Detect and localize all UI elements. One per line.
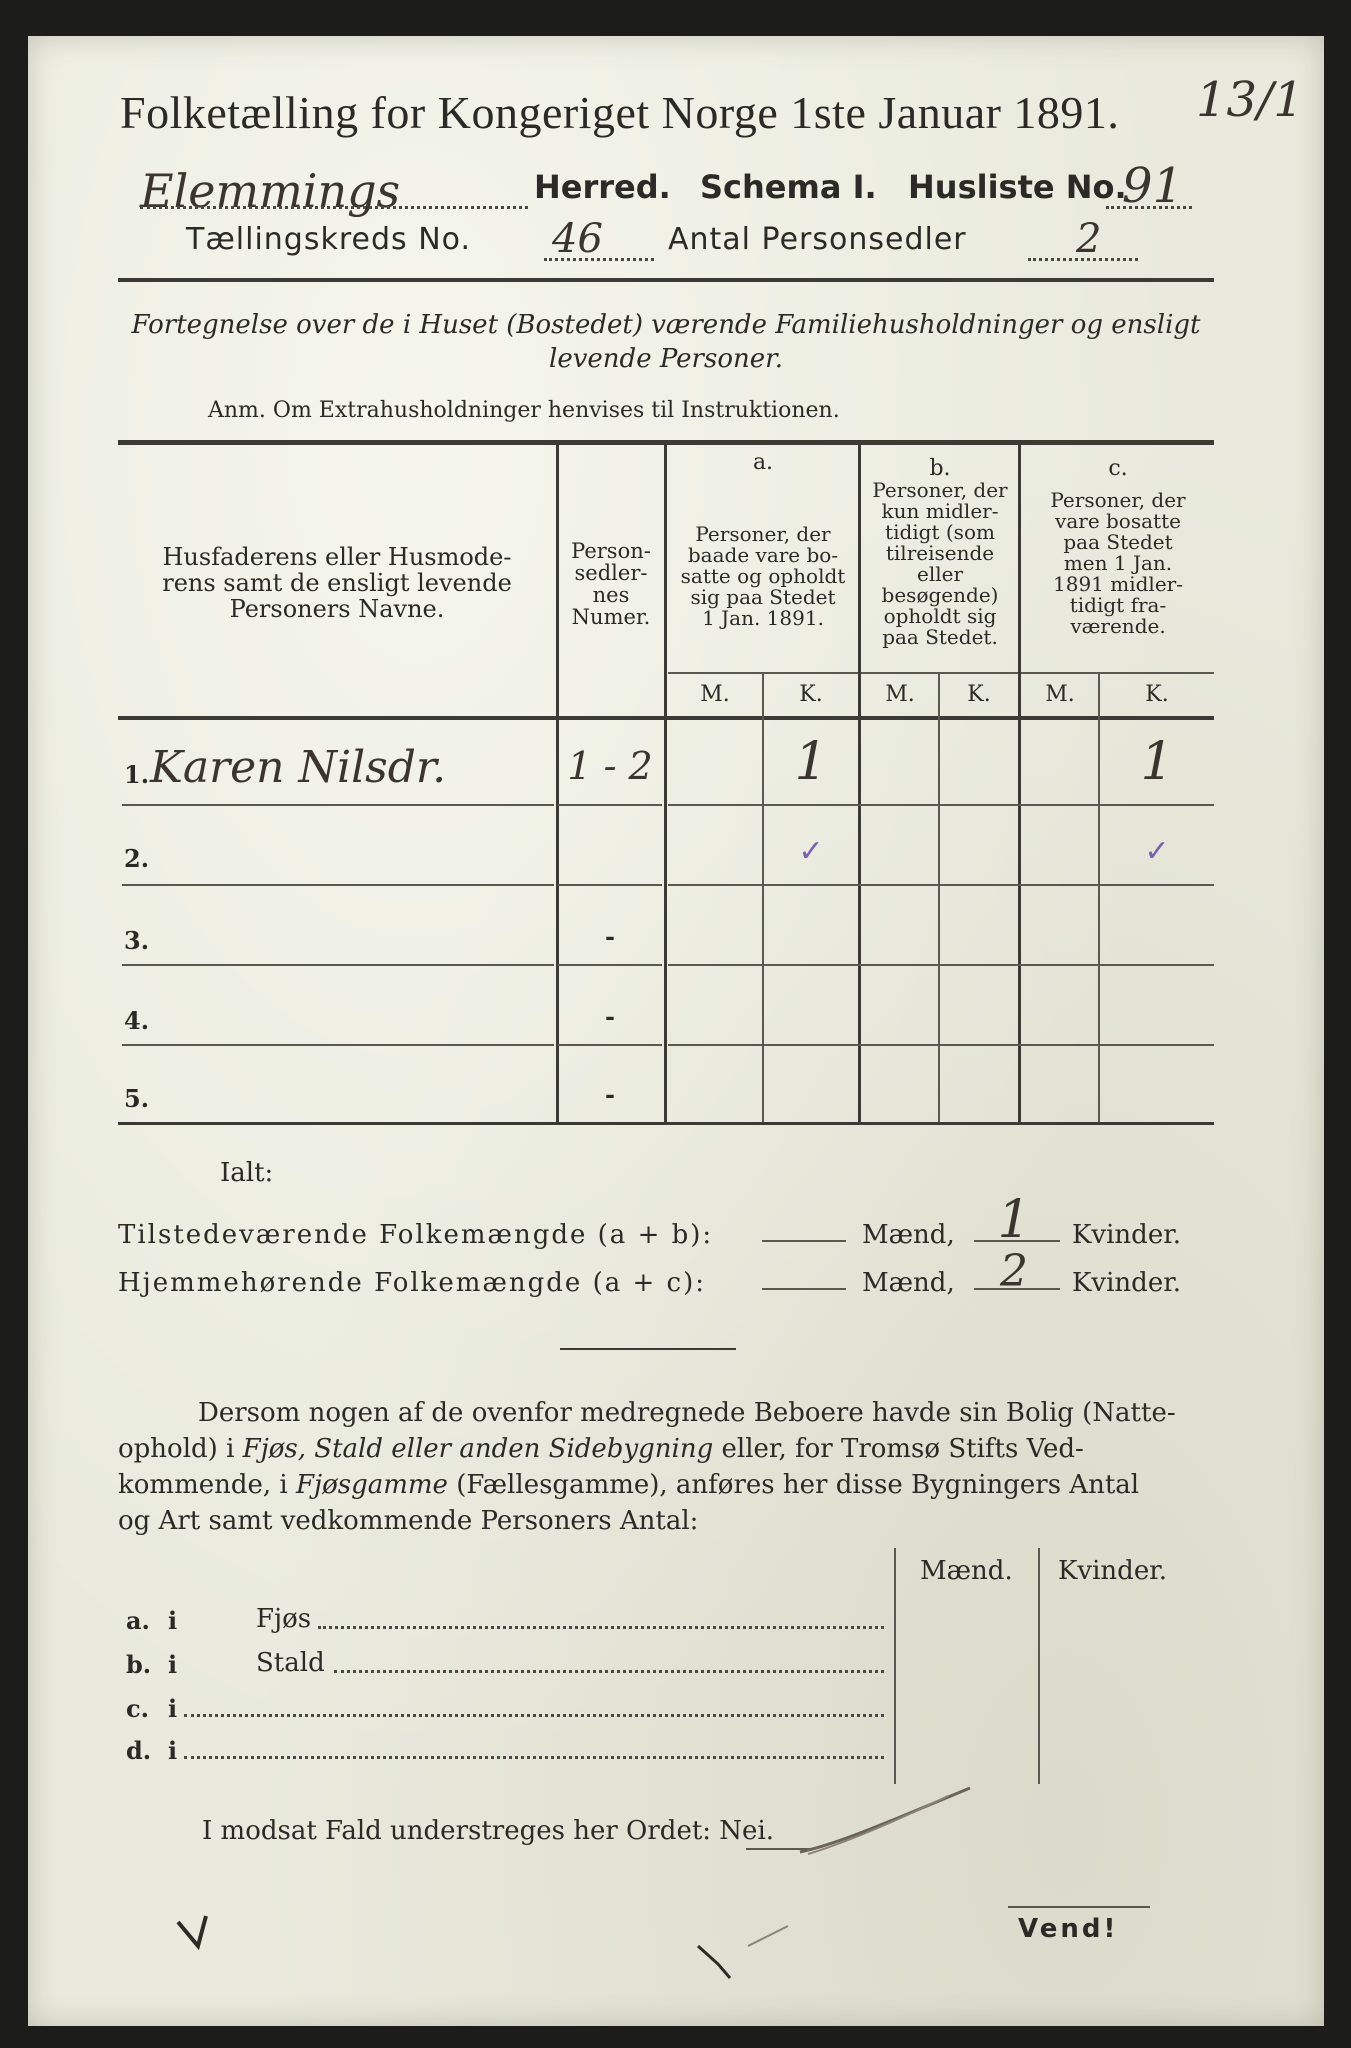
personsedler-number: 2 [1076, 216, 1102, 262]
col-header-b-letter: b. [929, 456, 951, 481]
tilstede-value: 1 [997, 1190, 1031, 1250]
building-label: Stald [256, 1648, 325, 1678]
building-letter: d. [126, 1736, 152, 1765]
hjemme-kvinder: Kvinder. [1072, 1268, 1182, 1298]
table-row-a-k: 1 [794, 732, 828, 792]
ialt-label: Ialt: [220, 1158, 274, 1188]
building-label: Fjøs [256, 1604, 312, 1634]
table-row-number: 4. [124, 1006, 150, 1035]
tilstede-label: Tilstedeværende Folkemængde (a + b): [118, 1220, 714, 1250]
table-row-number: 5. [124, 1084, 150, 1113]
table-row-c-k: 1 [1140, 732, 1174, 792]
table-row-numer: 1 - 2 [567, 744, 653, 788]
section-divider [560, 1348, 736, 1350]
col-header-a-letter: a. [752, 450, 774, 475]
building-letter: c. [126, 1694, 149, 1723]
sub-c-m: M. [1045, 682, 1075, 707]
table-row-numer: - [605, 922, 615, 951]
hjemme-maend: Mænd, [862, 1268, 955, 1298]
census-form [28, 36, 1324, 2026]
buildings-kvinder-header: Kvinder. [1058, 1556, 1168, 1586]
modsat-text: I modsat Fald understreges her Ordet: Nei. [202, 1816, 775, 1846]
building-i: i [168, 1736, 178, 1765]
sub-a-k: K. [799, 682, 823, 707]
paragraph-line-3: kommende, i Fjøsgamme (Fællesgamme), anføres her disse Bygningers Antal [118, 1470, 1140, 1500]
herred-label: Herred. [534, 168, 671, 206]
vend-label: Vend! [1018, 1914, 1119, 1944]
table-row-number: 2. [124, 844, 150, 873]
col-header-a: Personer, der baade vare bo- satte og opholdt sig paa Stedet 1 Jan. 1891. [680, 522, 846, 630]
form-title: Folketælling for Kongeriget Norge 1ste Januar 1891. [120, 87, 1120, 138]
col-header-names: Husfaderens eller Husmode- rens samt de ensligt levende Personers Navne. [162, 543, 512, 623]
tilstede-maend: Mænd, [862, 1220, 955, 1250]
paragraph-line-1: Dersom nogen af de ovenfor medregnede Beboere havde sin Bolig (Natte- [198, 1398, 1176, 1428]
table-row-name: Karen Nilsdr. [150, 742, 447, 793]
personsedler-label: Antal Personsedler [668, 222, 967, 257]
kreds-label: Tællingskreds No. [186, 222, 471, 257]
herred-name: Elemmings [140, 164, 401, 218]
building-letter: b. [126, 1650, 152, 1679]
corner-note: 13/1 [1196, 72, 1304, 128]
building-letter: a. [126, 1606, 150, 1635]
table-row-number: 3. [124, 926, 150, 955]
hjemme-value: 2 [1000, 1246, 1028, 1297]
table-row-a-k-check: ✓ [798, 834, 824, 869]
intro-line-2: levende Personer. [549, 344, 783, 374]
buildings-maend-header: Mænd. [920, 1556, 1013, 1586]
building-i: i [168, 1650, 178, 1679]
paragraph-line-2: ophold) i Fjøs, Stald eller anden Sidebygning eller, for Tromsø Stifts Ved- [118, 1434, 1084, 1464]
paragraph-line-4: og Art samt vedkommende Personers Antal: [118, 1506, 699, 1536]
table-row-c-k-check: ✓ [1144, 834, 1170, 869]
col-header-b: Personer, der kun midler- tidigt (som tilreisende eller besøgende) opholdt sig paa Stedet. [872, 478, 1008, 649]
header-rule [118, 278, 1214, 282]
table-row-number: 1. [124, 760, 150, 789]
husliste-label: Husliste No. [908, 168, 1127, 206]
intro-line-1: Fortegnelse over de i Huset (Bostedet) værende Familiehusholdninger og ensligt [131, 310, 1201, 340]
schema-label: Schema I. [700, 168, 877, 206]
tilstede-kvinder: Kvinder. [1072, 1220, 1182, 1250]
building-i: i [168, 1694, 178, 1723]
pen-mark [168, 1906, 228, 1956]
table-row-numer: - [605, 1080, 615, 1109]
sub-b-k: K. [967, 682, 991, 707]
nei-underline-stroke [798, 1782, 978, 1862]
sub-c-k: K. [1145, 682, 1169, 707]
col-header-c-letter: c. [1108, 456, 1128, 481]
pen-mark [678, 1916, 798, 1986]
husliste-number: 91 [1122, 158, 1184, 214]
building-i: i [168, 1606, 178, 1635]
anm-note: Anm. Om Extrahusholdninger henvises til Instruktionen. [208, 398, 840, 423]
col-header-numer: Person- sedler- nes Numer. [571, 539, 651, 629]
sub-a-m: M. [700, 682, 730, 707]
sub-b-m: M. [885, 682, 915, 707]
kreds-number: 46 [552, 216, 603, 262]
table-row-numer: - [605, 1002, 615, 1031]
col-header-c: Personer, der vare bosatte paa Stedet men 1 Jan. 1891 midler- tidigt fra- værende. [1050, 488, 1186, 638]
hjemme-label: Hjemmehørende Folkemængde (a + c): [118, 1268, 706, 1298]
